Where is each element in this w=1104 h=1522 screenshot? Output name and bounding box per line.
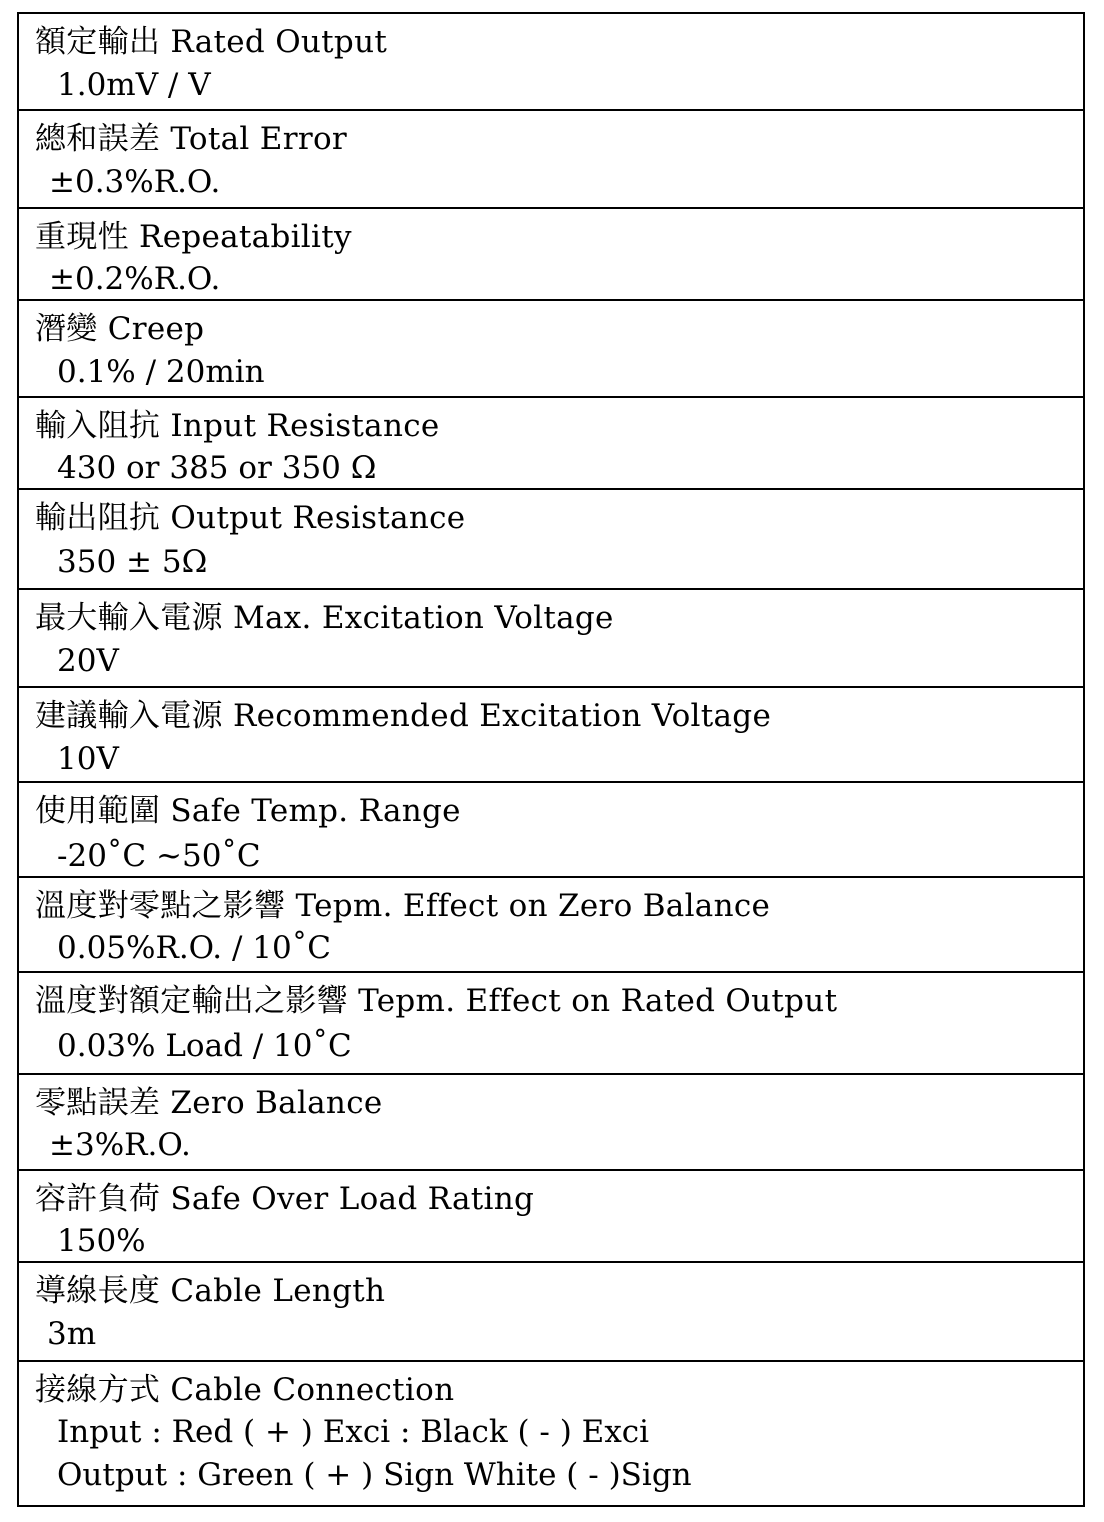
spec-row-cable-connection bbox=[19, 1360, 1083, 1505]
spec-value: Output : Green ( + ) Sign White ( - )Sign bbox=[57, 1457, 692, 1493]
spec-label: 額定輸出 Rated Output bbox=[35, 24, 388, 60]
spec-row-total-error bbox=[19, 109, 1083, 207]
spec-row-zero-balance bbox=[19, 1073, 1083, 1169]
spec-row-safe-temp-range bbox=[19, 781, 1083, 876]
spec-row-temp-effect-zero bbox=[19, 876, 1083, 971]
spec-label: 接線方式 Cable Connection bbox=[35, 1372, 455, 1408]
spec-row-creep bbox=[19, 299, 1083, 396]
spec-label: 導線長度 Cable Length bbox=[35, 1273, 386, 1309]
spec-value: 150% bbox=[57, 1223, 146, 1259]
spec-label: 潛變 Creep bbox=[35, 311, 205, 347]
spec-row-input-resistance bbox=[19, 396, 1083, 488]
spec-value: Input : Red ( + ) Exci : Black ( - ) Exci bbox=[57, 1414, 650, 1450]
spec-row-repeatability bbox=[19, 207, 1083, 299]
spec-value: 0.1% / 20min bbox=[57, 354, 265, 390]
spec-value: 350 ± 5Ω bbox=[57, 544, 208, 580]
spec-value: 0.05%R.O. / 10˚C bbox=[57, 930, 331, 966]
spec-row-cable-length bbox=[19, 1261, 1083, 1360]
spec-label: 零點誤差 Zero Balance bbox=[35, 1085, 383, 1121]
spec-label: 輸入阻抗 Input Resistance bbox=[35, 408, 440, 444]
spec-row-rated-output bbox=[19, 14, 1083, 109]
spec-label: 溫度對額定輸出之影響 Tepm. Effect on Rated Output bbox=[35, 983, 838, 1019]
spec-row-max-excitation bbox=[19, 588, 1083, 686]
spec-row-safe-overload bbox=[19, 1169, 1083, 1261]
spec-value: 0.03% Load / 10˚C bbox=[57, 1028, 352, 1064]
spec-row-output-resistance bbox=[19, 488, 1083, 588]
spec-value: -20˚C ~50˚C bbox=[57, 838, 261, 874]
spec-row-temp-effect-output bbox=[19, 971, 1083, 1073]
spec-value: 3m bbox=[47, 1316, 97, 1352]
spec-value: 10V bbox=[57, 741, 119, 777]
spec-value: 1.0mV / V bbox=[57, 67, 211, 103]
spec-row-recommended-excitation bbox=[19, 686, 1083, 781]
spec-label: 溫度對零點之影響 Tepm. Effect on Zero Balance bbox=[35, 888, 771, 924]
spec-value: 430 or 385 or 350 Ω bbox=[57, 450, 377, 486]
spec-value: ±3%R.O. bbox=[49, 1127, 191, 1163]
spec-label: 最大輸入電源 Max. Excitation Voltage bbox=[35, 600, 614, 636]
spec-label: 總和誤差 Total Error bbox=[35, 121, 348, 157]
spec-value: ±0.3%R.O. bbox=[49, 164, 221, 200]
spec-label: 輸出阻抗 Output Resistance bbox=[35, 500, 466, 536]
spec-value: 20V bbox=[57, 643, 119, 679]
spec-label: 使用範圍 Safe Temp. Range bbox=[35, 793, 461, 829]
spec-value: ±0.2%R.O. bbox=[49, 261, 221, 297]
spec-label: 容許負荷 Safe Over Load Rating bbox=[35, 1181, 535, 1217]
spec-label: 建議輸入電源 Recommended Excitation Voltage bbox=[35, 698, 772, 734]
spec-label: 重現性 Repeatability bbox=[35, 219, 352, 255]
spec-table bbox=[17, 12, 1085, 1507]
